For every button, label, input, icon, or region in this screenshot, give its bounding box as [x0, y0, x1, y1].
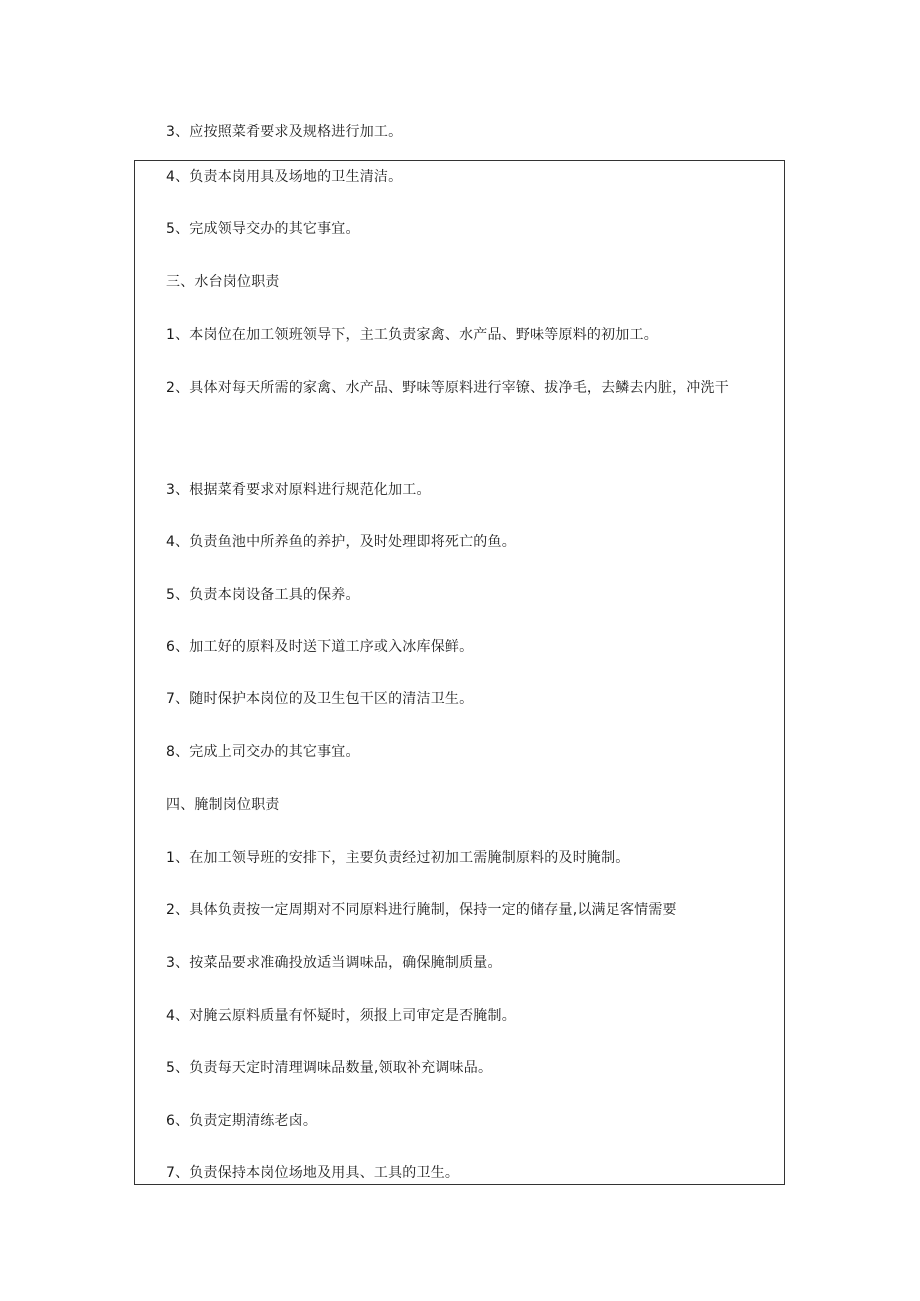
- text-line: 4、对腌云原料质量有怀疑时，须报上司审定是否腌制。: [166, 1008, 516, 1024]
- table-border: [134, 160, 785, 1185]
- section-heading: 三、水台岗位职责: [166, 274, 280, 290]
- text-line: 6、负责定期清练老卤。: [166, 1113, 318, 1129]
- text-line: 2、具体负责按一定周期对不同原料进行腌制，保持一定的储存量,以满足客情需要: [166, 902, 677, 918]
- text-line: 1、本岗位在加工领班领导下，主工负责家禽、水产品、野味等原料的初加工。: [166, 327, 658, 343]
- text-line: 5、负责本岗设备工具的保养。: [166, 587, 360, 603]
- text-line: 7、负责保持本岗位场地及用具、工具的卫生。: [166, 1165, 460, 1181]
- text-line: 2、具体对每天所需的家禽、水产品、野味等原料进行宰镣、拔净毛，去鳞去内脏，冲洗干: [166, 380, 729, 396]
- text-line: 3、根据菜肴要求对原料进行规范化加工。: [166, 482, 431, 498]
- text-line: 4、负责本岗用具及场地的卫生清洁。: [166, 169, 403, 185]
- text-line: 7、随时保护本岗位的及卫生包干区的清洁卫生。: [166, 691, 474, 707]
- section-heading: 四、腌制岗位职责: [166, 797, 280, 813]
- text-line: 3、应按照菜肴要求及规格进行加工。: [166, 124, 403, 140]
- text-line: 1、在加工领导班的安排下，主要负责经过初加工需腌制原料的及时腌制。: [166, 850, 630, 866]
- text-line: 8、完成上司交办的其它事宜。: [166, 744, 360, 760]
- text-line: 4、负责鱼池中所养鱼的养护，及时处理即将死亡的鱼。: [166, 534, 516, 550]
- text-line: 5、负责每天定时清理调味品数量,领取补充调味品。: [166, 1060, 493, 1076]
- text-line: 5、完成领导交办的其它事宜。: [166, 221, 360, 237]
- text-line: 3、按菜品要求准确投放适当调味品，确保腌制质量。: [166, 955, 502, 971]
- text-line: 6、加工好的原料及时送下道工序或入冰库保鲜。: [166, 639, 474, 655]
